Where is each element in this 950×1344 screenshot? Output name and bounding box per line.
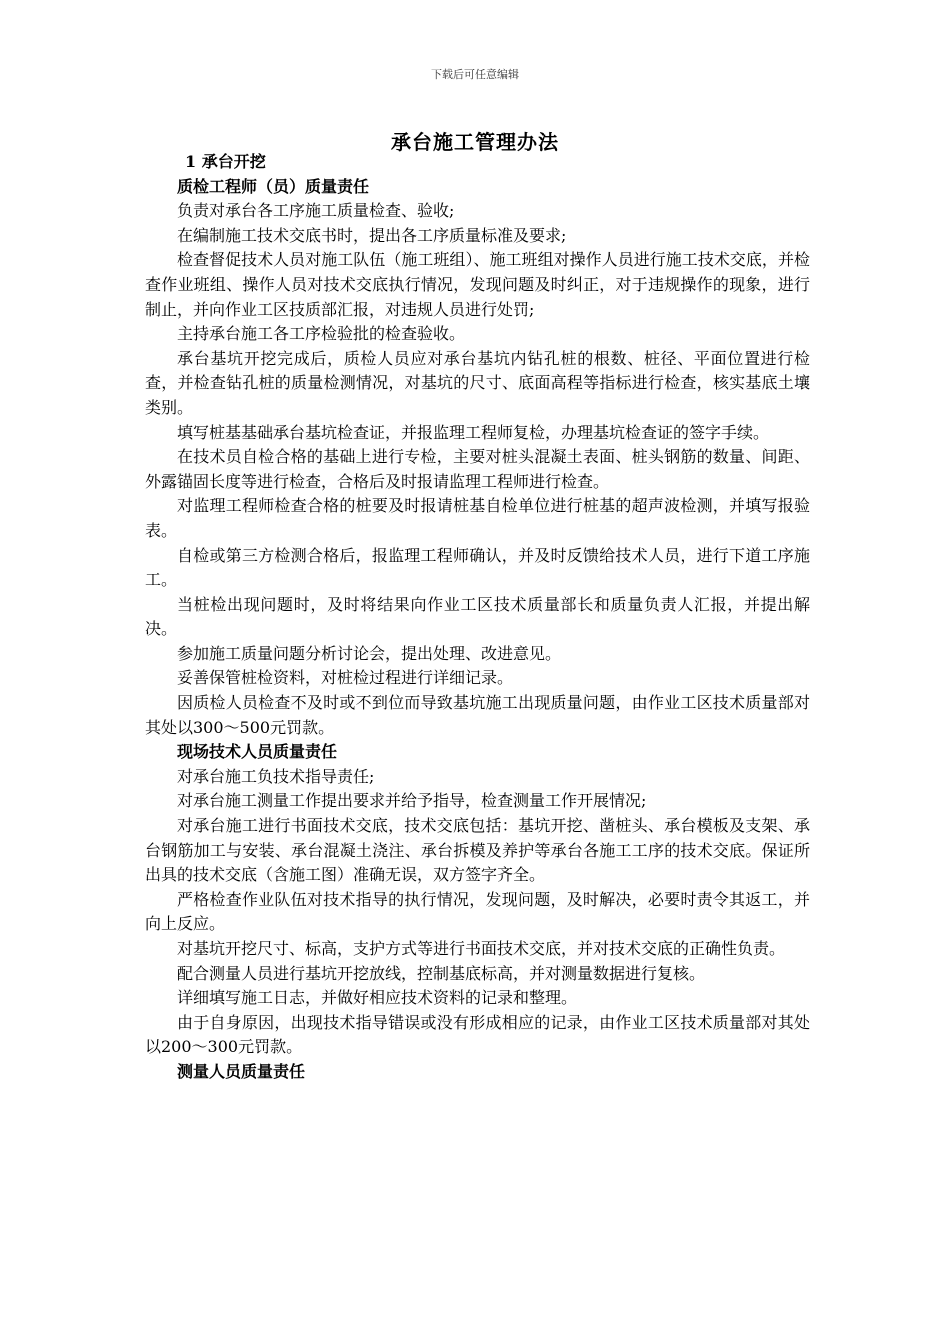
document-body bbox=[145, 150, 810, 1085]
paragraph: 严格检查作业队伍对技术指导的执行情况，发现问题，及时解决，必要时责令其返工，并向上反应。 bbox=[145, 889, 810, 934]
paragraph: 填写桩基基础承台基坑检查证，并报监理工程师复检，办理基坑检查证的签字手续。 bbox=[177, 422, 770, 442]
section-heading: 测量人员质量责任 bbox=[177, 1061, 306, 1081]
paragraph: 因质检人员检查不及时或不到位而导致基坑施工出现质量问题，由作业工区技术质量部对其处以300～500元罚款。 bbox=[145, 693, 810, 737]
paragraph: 对基坑开挖尺寸、标高，支护方式等进行书面技术交底，并对技术交底的正确性负责。 bbox=[177, 939, 786, 958]
paragraph: 检查督促技术人员对施工队伍（施工班组）、施工班组对操作人员进行施工技术交底，并检查作业班组、操作人员对技术交底执行情况，发现问题及时纠正，对于违规操作的现象，进行制止，并向作业工区技质部汇报，对违规人员进行处罚; bbox=[145, 250, 810, 319]
section-heading: 1 承台开挖 bbox=[185, 152, 266, 171]
paragraph: 对承台施工测量工作提出要求并给予指导，检查测量工作开展情况; bbox=[177, 791, 647, 811]
paragraph: 在编制施工技术交底书时，提出各工序质量标准及要求; bbox=[177, 225, 567, 245]
paragraph: 在技术员自检合格的基础上进行专检，主要对桩头混凝土表面、桩头钢筋的数量、间距、外露锚固长度等进行检查，合格后及时报请监理工程师进行检查。 bbox=[145, 447, 810, 491]
section-heading: 质检工程师（员）质量责任 bbox=[177, 176, 370, 196]
paragraph: 对监理工程师检查合格的桩要及时报请桩基自检单位进行桩基的超声波检测，并填写报验表。 bbox=[145, 496, 810, 540]
paragraph: 负责对承台各工序施工质量检查、验收; bbox=[177, 201, 455, 221]
paragraph: 当桩检出现问题时，及时将结果向作业工区技术质量部长和质量负责人汇报，并提出解决。 bbox=[145, 594, 810, 639]
paragraph: 对承台施工负技术指导责任; bbox=[177, 766, 375, 786]
paragraph: 由于自身原因，出现技术指导错误或没有形成相应的记录，由作业工区技术质量部对其处以200～300元罚款。 bbox=[145, 1012, 810, 1057]
paragraph: 自检或第三方检测合格后，报监理工程师确认，并及时反馈给技术人员，进行下道工序施工。 bbox=[145, 545, 810, 590]
section-heading: 现场技术人员质量责任 bbox=[177, 742, 338, 762]
page-title: 承台施工管理办法 bbox=[391, 130, 559, 154]
paragraph: 主持承台施工各工序检验批的检查验收。 bbox=[177, 324, 466, 344]
paragraph: 详细填写施工日志，并做好相应技术资料的记录和整理。 bbox=[177, 988, 578, 1008]
paragraph: 承台基坑开挖完成后，质检人员应对承台基坑内钻孔桩的根数、桩径、平面位置进行检查，并检查钻孔桩的质量检测情况，对基坑的尺寸、底面高程等指标进行检查，核实基底土壤类别。 bbox=[145, 348, 810, 417]
paragraph: 妥善保管桩检资料，对桩检过程进行详细记录。 bbox=[177, 668, 514, 688]
paragraph: 参加施工质量问题分析讨论会，提出处理、改进意见。 bbox=[177, 643, 562, 663]
paragraph: 配合测量人员进行基坑开挖放线，控制基底标高，并对测量数据进行复核。 bbox=[177, 963, 706, 983]
page-header: 下载后可任意编辑 bbox=[431, 68, 519, 81]
paragraph: 对承台施工进行书面技术交底，技术交底包括：基坑开挖、凿桩头、承台模板及支架、承台钢筋加工与安装、承台混凝土浇注、承台拆模及养护等承台各施工工序的技术交底。保证所出具的技术交底（含施工图）准确无误，双方签字齐全。 bbox=[145, 816, 810, 885]
